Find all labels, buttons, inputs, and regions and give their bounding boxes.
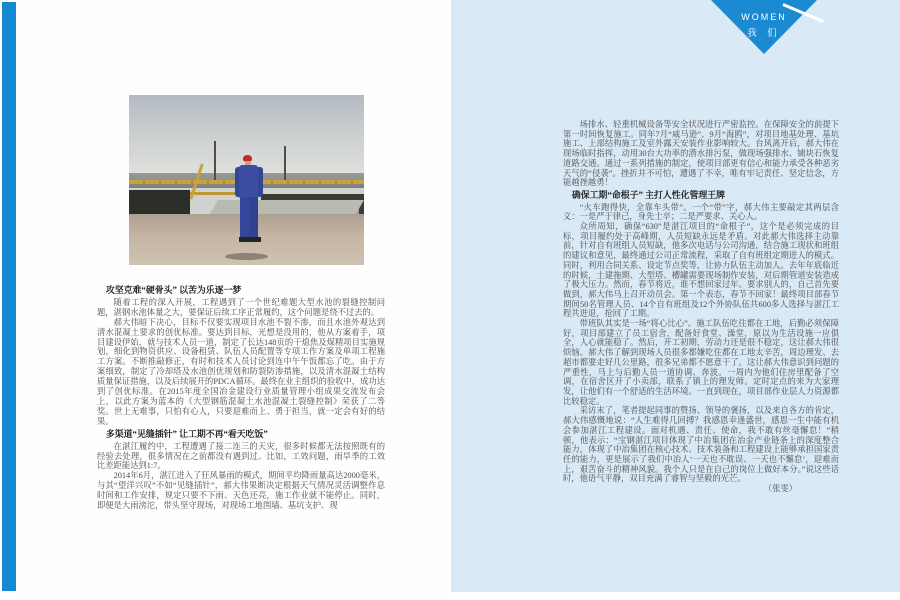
worker-blue-jacket: [239, 165, 258, 199]
body-paragraph: 郝大伟暗下决心，目标不仅要实现项目水池不裂不渗，而且水池外观达到清水混凝土要求的创优标准。要达到目标，光想是没用的，他从方案着手，项目建设伊始，就与技术人员一道，制定了长达148页的干熄焦及煤精项目实施规划，细化到物资供应、设备租赁、队伍人员配置等专项工作方案及单项工程施工方案。不断推敲修正，有时和技术人员讨论到连中午午饭都忘了吃。由于方案细致，制定了冷却塔及水池创优规划和防裂防渗措施，以及清水混凝土结构质量保证措施，以及后续展开的PDCA循环。最终在业主组织的验收中，成功达到了创优标准。在2015年度全国冶金建设行业质量管理小组成果交流发布会上，以此方案为蓝本的《大型钢筋混凝土水池混凝土裂缝控制》荣获了二等奖。世上无难事，只怕有心人，只要迎难而上、勇于担当，就一定会有好的结果。: [97, 317, 385, 426]
body-paragraph: “火车跑得快，全靠车头带”。一个“带”字，郝大伟主要敲定其两层含义：一是严于律己，身先士卒；二是严要求、关心人。: [563, 202, 839, 222]
photo-light-pole: [214, 141, 216, 182]
body-paragraph: 场排水、轻重机械设备等安全状况进行严密监控。在保障安全的前提下第一时间恢复施工。同年7月“威马逊”、9月“海鸥”，对项目地基处理、基坑施工、上部结构施工及室外露天安装作业影响较大。台风离开后，郝大伟在现场临时指挥，动用30台大功率的潜水排污泵，做现场强排水、铺块石恢复道路交通。通过一系列措施的制定，使项目部更有信心和能力承受各种恶劣天气的“侵袭”。挫折并不可怕，遭遇了不幸，唯有牢记责任、坚定信念，方能越挫越勇！: [563, 120, 839, 188]
tab-label-en: WOMEN: [741, 12, 787, 22]
body-paragraph: 采访末了，笔者提起同事的赞扬、领导的褒扬，以及来自各方的肯定，郝大伟感慨地说：“人生难得几回搏？我感恩幸逢盛世，感恩一生中能有机会参加湛江工程建设。面对机遇、责任、使命，我不敢有丝毫懈怠！”稍顿，他表示：“宝钢湛江项目体现了中冶集团在冶金产业链条上的深度整合能力，体现了中冶集团在核心技术、技术装备和工程建设上能够承担国家责任的能力，更是展示了我们中冶人‘一天也不耽误、一天也不懈怠’，迎难而上，艰苦奋斗的精神风貌。我个人只是在自己的岗位上做好本分。”说这些话时，他语气平静，双目充满了睿智与坚毅的光芒。: [563, 406, 839, 484]
author-byline: （张雯）: [763, 484, 797, 494]
section-heading-2: 多渠道“见缝插针” 让工期不再“看天吃饭”: [105, 428, 268, 439]
worker-figure: [232, 155, 263, 254]
left-accent-stripe: [2, 2, 16, 591]
body-paragraph: 众所周知，确保“630”是湛江项目的“命根子”，这个是必须完成的目标，项目履约处于高峰期，人员短缺永远是矛盾。对此郝大伟选择主动靠前，针对自有班组人员短缺，他多次电话与公司沟通，结合施工现状和班组的建议和意见，最终通过公司正常流程，采取了自有班组定期进人的模式。同时，利用合同关系、设定节点奖等，让协力队伍主动加人。去年年底临近的时候，土建拖期、大型塔、槽罐需要现场制作安装，对后期管道安装造成了极大压力。然而，春节将近，谁不想回家过年。要求别人的，自己首先要做到，郝大伟马上召开动员会。第一个表态，春节不回家！最终项目部春节期间50名管理人员、14个自有班组及12个外协队伍共600多人选择与湛江工程共进退，抢回了工期。: [563, 222, 839, 319]
left-page: [16, 0, 451, 600]
body-paragraph: 随着工程的深入开展，工程遇到了一个世纪难题大型水池的裂缝控制问题，湛钢水池体量之大，要保证后续工序正常履约，这个问题是绕不过去的。: [97, 297, 385, 317]
women-corner-tab: [711, 0, 819, 56]
tab-label-zh: 我 们: [747, 28, 781, 39]
right-page: [451, 0, 900, 592]
left-text-column: [97, 283, 385, 511]
section-heading-1: 攻坚克难“硬骨头” 以苦为乐逐一梦: [105, 285, 242, 295]
article-photo: [129, 95, 364, 265]
right-text-column: [563, 120, 839, 494]
photo-worker-shadow: [225, 253, 267, 260]
photo-light-pole: [284, 146, 286, 182]
worker-leg: [249, 197, 258, 239]
body-paragraph: 带班队其实是一场“将心比心”。施工队伍吃住都在工地，后勤必须保障好，项目部建立了员工宿舍，配备好食堂、澡堂，原以为生活设施一应俱全，人心就能稳了。然后，开工初期，劳动力还是很不稳定，这让郝大伟很烦恼。郝大伟了解到现场人员很多都嫌吃住都在工地太辛苦，周边理发、去超市都要走好几公里路，很多兄弟都不愿意干了。这让郝大伟意识到问题的严重性，马上与后勤人员一道协调、奔波。一周内为他们住房里配备了空调，在宿舍区开了小卖部，联系了镇上的理发师。定时定点的来为大家理发，让他们有一个舒适的生活环境。一直到现在，项目部作业层人力资源都比较稳定。: [563, 319, 839, 406]
section-heading-3: 确保工期“命根子” 主打人性化管理王牌: [571, 189, 725, 200]
body-paragraph: 在湛江履约中，工程遭遇了接二连三的天灾，很多时候都无法按照既有的经验去处理，很多情况在之前都没有遇到过。比如，工效问题，雨旱季的工效比差距能达到1:7。: [97, 441, 385, 471]
worker-shoe: [249, 237, 261, 242]
body-paragraph: 2014年6月，湛江进入了狂风暴雨的模式，期间平均降雨量高达2000毫米，与其“望洋兴叹”不如“见缝插针”，郝大伟果断决定根据天气情况灵活调整作息时间和工作安排，规定只要不下雨、天色还亮，施工作业就不能停止。同时，即便是大雨滂沱，带头坚守现场，对现场工地围墙、基坑支护、现: [97, 471, 385, 511]
